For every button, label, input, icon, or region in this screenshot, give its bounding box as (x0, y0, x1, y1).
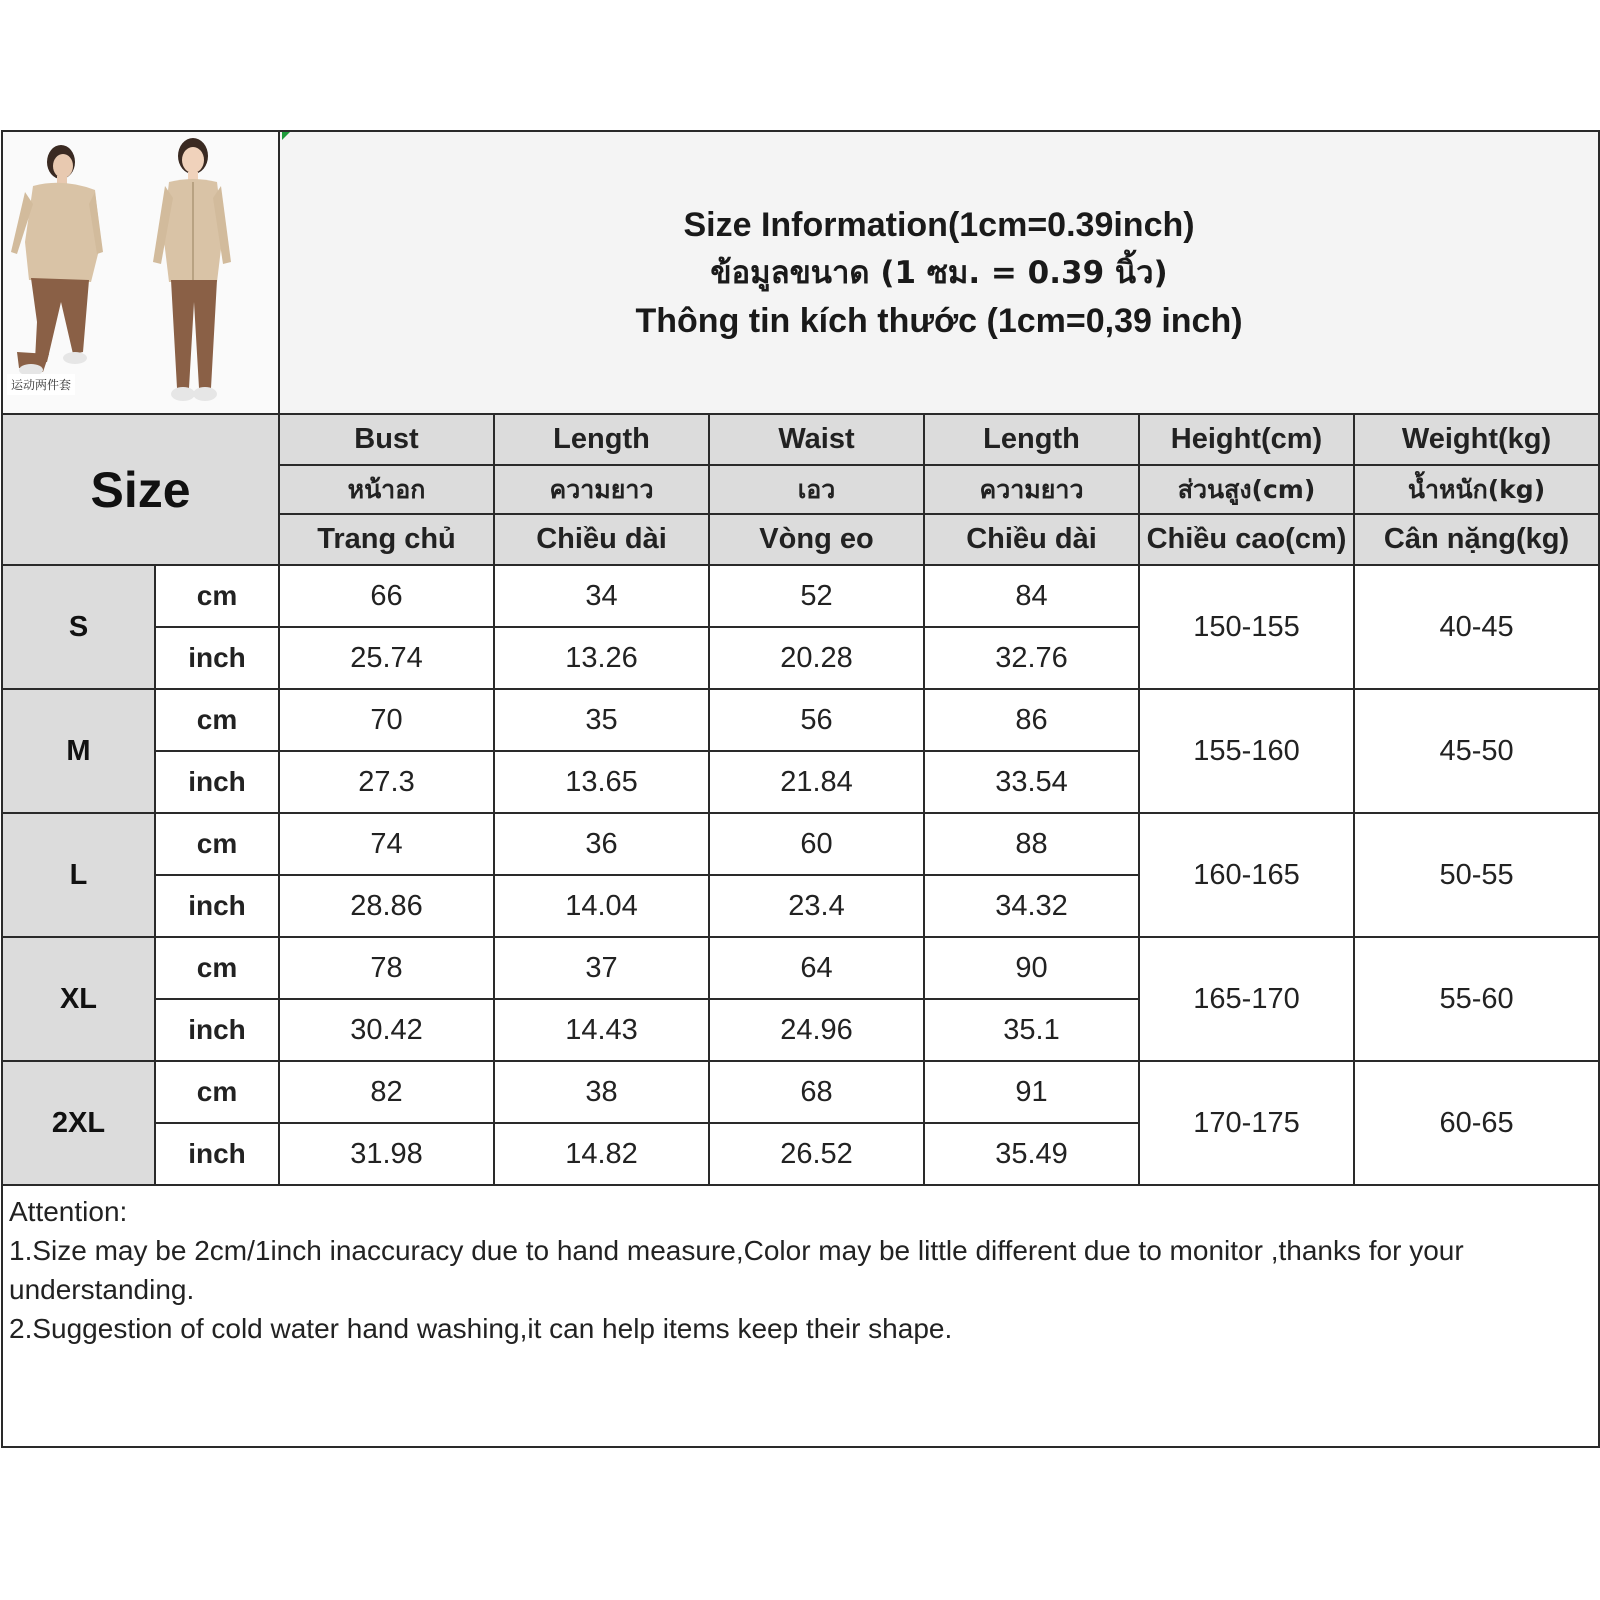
unit-label-cm: cm (155, 937, 279, 999)
size-table (1, 130, 1600, 1448)
col-header-height-vi: Chiều cao(cm) (1139, 514, 1354, 565)
cell-s-weight: 40-45 (1354, 565, 1599, 689)
cell-xl-bust-cm: 78 (279, 937, 494, 999)
col-header-waist-th: เอว (709, 465, 924, 514)
cell-2xl-length-inch: 14.82 (494, 1123, 709, 1185)
col-header-bust-vi: Trang chủ (279, 514, 494, 565)
cell-2xl-height: 170-175 (1139, 1061, 1354, 1185)
cell-s-bust-inch: 25.74 (279, 627, 494, 689)
cell-m-length2-inch: 33.54 (924, 751, 1139, 813)
table-row-l-cm (2, 813, 1599, 875)
cell-2xl-bust-inch: 31.98 (279, 1123, 494, 1185)
unit-label-cm: cm (155, 813, 279, 875)
size-chart (1, 130, 1598, 1469)
notes-section (2, 1185, 1599, 1447)
cell-s-waist-cm: 52 (709, 565, 924, 627)
unit-label-inch: inch (155, 1123, 279, 1185)
title-thai: ข้อมูลขนาด (1 ซม. = 0.39 นิ้ว) (710, 254, 1168, 291)
cell-l-length2-cm: 88 (924, 813, 1139, 875)
size-label-2xl: 2XL (2, 1061, 155, 1185)
cell-m-waist-cm: 56 (709, 689, 924, 751)
cell-2xl-bust-cm: 82 (279, 1061, 494, 1123)
col-header-waist-vi: Vòng eo (709, 514, 924, 565)
col-header-length2-th: ความยาว (924, 465, 1139, 514)
cell-xl-length-cm: 37 (494, 937, 709, 999)
col-header-bust-en: Bust (279, 414, 494, 465)
product-photo (3, 132, 278, 413)
cell-xl-waist-inch: 24.96 (709, 999, 924, 1061)
cell-l-length-inch: 14.04 (494, 875, 709, 937)
cell-l-weight: 50-55 (1354, 813, 1599, 937)
photo-caption: 运动两件套 (7, 374, 75, 395)
col-header-waist-en: Waist (709, 414, 924, 465)
col-header-height-en: Height(cm) (1139, 414, 1354, 465)
col-header-weight-vi: Cân nặng(kg) (1354, 514, 1599, 565)
cell-xl-height: 165-170 (1139, 937, 1354, 1061)
cell-xl-bust-inch: 30.42 (279, 999, 494, 1061)
cell-s-length2-inch: 32.76 (924, 627, 1139, 689)
cell-m-waist-inch: 21.84 (709, 751, 924, 813)
col-header-length2-vi: Chiều dài (924, 514, 1139, 565)
size-label-s: S (2, 565, 155, 689)
cell-s-waist-inch: 20.28 (709, 627, 924, 689)
cell-2xl-waist-cm: 68 (709, 1061, 924, 1123)
cell-2xl-weight: 60-65 (1354, 1061, 1599, 1185)
unit-label-inch: inch (155, 751, 279, 813)
cell-xl-length-inch: 14.43 (494, 999, 709, 1061)
cell-s-height: 150-155 (1139, 565, 1354, 689)
note-1: 1.Size may be 2cm/1inch inaccuracy due to hand measure,Color may be little different due to monitor ,thanks for your understanding. (9, 1235, 1464, 1305)
cell-m-length-inch: 13.65 (494, 751, 709, 813)
unit-label-cm: cm (155, 565, 279, 627)
size-label-m: M (2, 689, 155, 813)
table-row-xl-cm (2, 937, 1599, 999)
product-photo-cell (2, 131, 279, 414)
unit-label-cm: cm (155, 689, 279, 751)
cell-l-length-cm: 36 (494, 813, 709, 875)
notes-heading: Attention: (9, 1196, 128, 1227)
cell-m-length2-cm: 86 (924, 689, 1139, 751)
title-vietnamese: Thông tin kích thước (1cm=0,39 inch) (635, 301, 1243, 340)
unit-label-cm: cm (155, 1061, 279, 1123)
cell-l-bust-inch: 28.86 (279, 875, 494, 937)
cell-marker-icon (282, 132, 290, 140)
col-header-length-en: Length (494, 414, 709, 465)
cell-s-length-cm: 34 (494, 565, 709, 627)
unit-label-inch: inch (155, 875, 279, 937)
col-header-height-th: ส่วนสูง(cm) (1139, 465, 1354, 514)
cell-m-weight: 45-50 (1354, 689, 1599, 813)
cell-2xl-length-cm: 38 (494, 1061, 709, 1123)
size-label-l: L (2, 813, 155, 937)
model-figures-image (3, 132, 278, 413)
cell-s-length-inch: 13.26 (494, 627, 709, 689)
cell-m-bust-inch: 27.3 (279, 751, 494, 813)
table-row-2xl-cm (2, 1061, 1599, 1123)
cell-l-waist-cm: 60 (709, 813, 924, 875)
size-header: Size (2, 414, 279, 565)
col-header-length-th: ความยาว (494, 465, 709, 514)
note-2: 2.Suggestion of cold water hand washing,it can help items keep their shape. (9, 1313, 953, 1344)
col-header-length2-en: Length (924, 414, 1139, 465)
cell-2xl-length2-inch: 35.49 (924, 1123, 1139, 1185)
table-row-s-cm (2, 565, 1599, 627)
cell-xl-weight: 55-60 (1354, 937, 1599, 1061)
cell-m-bust-cm: 70 (279, 689, 494, 751)
col-header-weight-th: น้ำหนัก(kg) (1354, 465, 1599, 514)
col-header-weight-en: Weight(kg) (1354, 414, 1599, 465)
cell-l-waist-inch: 23.4 (709, 875, 924, 937)
cell-l-bust-cm: 74 (279, 813, 494, 875)
unit-label-inch: inch (155, 627, 279, 689)
title-english: Size Information(1cm=0.39inch) (683, 205, 1195, 244)
cell-2xl-length2-cm: 91 (924, 1061, 1139, 1123)
cell-m-length-cm: 35 (494, 689, 709, 751)
cell-2xl-waist-inch: 26.52 (709, 1123, 924, 1185)
cell-xl-waist-cm: 64 (709, 937, 924, 999)
cell-xl-length2-inch: 35.1 (924, 999, 1139, 1061)
cell-m-height: 155-160 (1139, 689, 1354, 813)
cell-s-length2-cm: 84 (924, 565, 1139, 627)
size-label-xl: XL (2, 937, 155, 1061)
cell-l-length2-inch: 34.32 (924, 875, 1139, 937)
col-header-length-vi: Chiều dài (494, 514, 709, 565)
cell-xl-length2-cm: 90 (924, 937, 1139, 999)
table-row-m-cm (2, 689, 1599, 751)
cell-s-bust-cm: 66 (279, 565, 494, 627)
title-cell (279, 131, 1599, 414)
cell-l-height: 160-165 (1139, 813, 1354, 937)
col-header-bust-th: หน้าอก (279, 465, 494, 514)
unit-label-inch: inch (155, 999, 279, 1061)
